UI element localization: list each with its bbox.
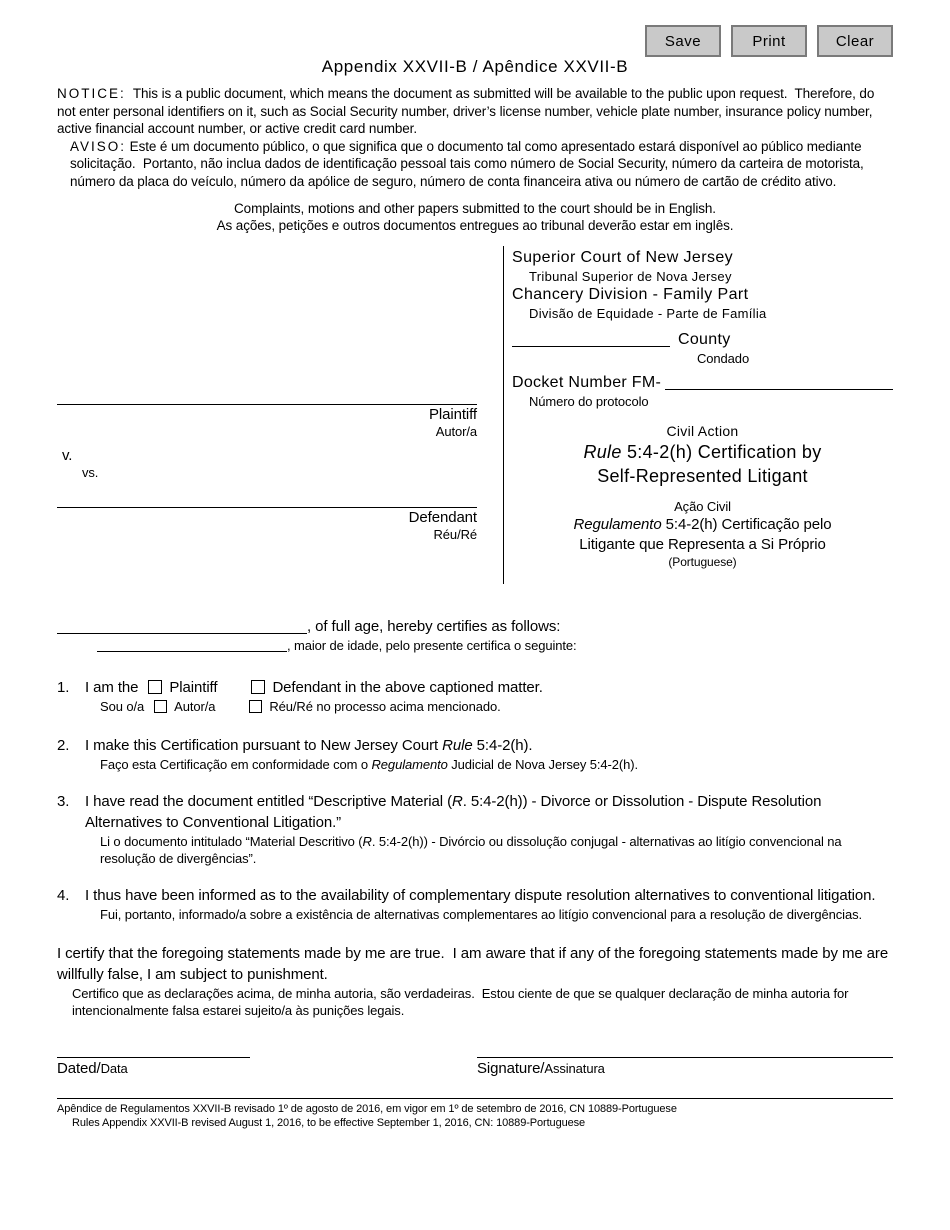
civil-action-label-en: Civil Action	[666, 423, 739, 439]
signature-block	[477, 1057, 893, 1080]
save-button[interactable]: Save	[645, 25, 721, 57]
notice-label: NOTICE:	[57, 86, 126, 101]
docket-row	[512, 373, 893, 393]
defendant-checkbox-en[interactable]	[251, 680, 265, 694]
plaintiff-checkbox-en[interactable]	[148, 680, 162, 694]
item-1-number: 1.	[57, 679, 70, 696]
action-title-block-pt	[512, 498, 893, 570]
item-2-en-post: 5:4-2(h).	[472, 737, 533, 754]
item-2	[57, 735, 893, 773]
versus-label-pt: vs.	[82, 465, 99, 480]
item-1-pt-pre: Sou o/a	[100, 699, 145, 714]
plaintiff-checkbox-pt[interactable]	[154, 700, 167, 713]
division-name-pt: Divisão de Equidade - Parte de Família	[529, 306, 767, 321]
signature-label-pt: Assinatura	[544, 1061, 605, 1076]
item-3-number: 3.	[57, 793, 70, 810]
item-2-number: 2.	[57, 737, 70, 754]
docket-number-label: Docket Number FM-	[512, 374, 662, 391]
defendant-label-pt: Réu/Ré	[433, 527, 477, 542]
form-title-pt-line1	[512, 515, 893, 535]
item-2-pt-pre: Faço esta Certificação em conformidade com o	[100, 757, 372, 772]
item-4-line-en: I thus have been informed as to the availability of complementary dispute resolution alternatives to conventional litigation.	[85, 887, 876, 904]
fullage-text-pt: , maior de idade, pelo presente certifica o seguinte:	[287, 638, 577, 653]
docket-number-field[interactable]	[665, 389, 893, 390]
form-footer	[57, 1098, 893, 1130]
item-2-en-italic: Rule	[442, 737, 473, 754]
item-3	[57, 791, 893, 867]
plaintiff-label: Plaintiff	[428, 406, 477, 423]
form-title-en-line2: Self-Represented Litigant	[597, 466, 808, 486]
item-2-pt-italic: Regulamento	[371, 757, 448, 772]
declarant-row-pt	[97, 637, 893, 655]
declarant-section	[57, 616, 893, 655]
docket-number-label-pt: Número do protocolo	[529, 394, 649, 409]
item-1-line-en	[85, 677, 893, 698]
footer-revision-en: Rules Appendix XXVII-B revised August 1, 2016, to be effective September 1, 2016, CN: 10889-Portuguese	[72, 1117, 586, 1129]
signature-section	[57, 1057, 893, 1080]
signature-label-en: Signature/	[477, 1060, 545, 1077]
dated-label-row	[57, 1058, 477, 1080]
footer-revision-pt: Apêndice de Regulamentos XXVII-B revisado 1º de agosto de 2016, em vigor em 1º de setembro de 2016, CN 10889-Portuguese	[57, 1103, 677, 1115]
item-2-line-en	[85, 735, 893, 756]
declarant-name-field[interactable]	[57, 633, 307, 634]
item-3-line-pt	[100, 833, 893, 867]
fullage-text-en: , of full age, hereby certifies as follows:	[307, 618, 561, 635]
dated-label-en: Dated/	[57, 1060, 101, 1077]
aviso-text: Este é um documento público, o que significa que o documento tal como apresentado estará disponível ao público mediante solicitação. Portanto, não inclua dados de identificação pessoal tais como número de Social Security, número da carteira de motorista, número da placa do veículo, número da apólice de seguro, número de conta financeira ativa ou número de cartão de crédito ativo.	[70, 138, 868, 189]
rule-rest: 5:4-2(h) Certification by	[621, 442, 822, 462]
item-1	[57, 677, 893, 715]
court-name-en: Superior Court of New Jersey	[512, 249, 734, 266]
county-label-pt: Condado	[697, 351, 750, 366]
signature-label-row	[477, 1058, 893, 1080]
notice-paragraph-pt	[70, 138, 893, 191]
declarant-name-field-pt[interactable]	[97, 651, 287, 652]
form-title-en-line1	[512, 440, 893, 464]
caption-court-column	[503, 246, 893, 584]
item-3-line-en	[85, 791, 893, 833]
division-name-en: Chancery Division - Family Part	[512, 286, 749, 303]
case-caption	[57, 246, 893, 584]
print-button[interactable]: Print	[731, 25, 807, 57]
toolbar	[645, 25, 893, 57]
item-4-number: 4.	[57, 887, 70, 904]
civil-action-label-pt: Ação Civil	[674, 499, 731, 514]
certification-text-en: I certify that the foregoing statements made by me are true. I am aware that if any of the foregoing statements made by me are willfully false, I am subject to punishment.	[57, 945, 893, 983]
notice-text: This is a public document, which means the document as submitted will be available to the public upon request. Therefore, do not enter personal identifiers on it, such as Social Security number, driver’s license number, vehicle plate number, insurance policy number, active financial account number, or active credit card number.	[57, 86, 878, 136]
action-title-block	[512, 422, 893, 570]
item-1-en-defendant: Defendant in the above captioned matter.	[272, 679, 543, 696]
county-row	[512, 330, 893, 350]
defendant-checkbox-pt[interactable]	[249, 700, 262, 713]
item-3-pt-pre: Li o documento intitulado “Material Descritivo (	[100, 834, 363, 849]
county-label: County	[678, 331, 731, 348]
defendant-label: Defendant	[408, 509, 477, 526]
item-3-pt-italic: R	[362, 834, 372, 849]
rule-word-italic: Rule	[583, 442, 622, 462]
court-name-pt: Tribunal Superior de Nova Jersey	[529, 269, 732, 284]
item-2-line-pt	[100, 756, 893, 773]
aviso-label: AVISO:	[70, 138, 127, 154]
item-1-en-pre: I am the	[85, 679, 139, 696]
certification-paragraph	[57, 943, 893, 1019]
versus-label: v.	[62, 447, 73, 464]
language-note: (Portuguese)	[668, 555, 737, 569]
page-title: Appendix XXVII-B / Apêndice XXVII-B	[321, 57, 629, 76]
notice-paragraph-en	[57, 85, 893, 138]
english-required-pt: As ações, petições e outros documentos entregues ao tribunal deverão estar em inglês.	[216, 218, 734, 233]
item-2-pt-post: Judicial de Nova Jersey 5:4-2(h).	[447, 757, 638, 772]
dated-block	[57, 1057, 477, 1080]
item-1-en-plaintiff: Plaintiff	[169, 679, 218, 696]
item-3-en-pre: I have read the document entitled “Descriptive Material (	[85, 793, 452, 810]
item-3-pt-post: . 5:4-2(h)) - Divórcio ou dissolução conjugal - alternativas ao litígio convencional na resolução de divergências”.	[100, 834, 842, 866]
declarant-row-en	[57, 616, 893, 637]
item-4-line-pt: Fui, portanto, informado/a sobre a existência de alternativas complementares ao litígio convencional para a resolução de divergências.	[100, 907, 862, 922]
item-3-en-italic: R	[451, 793, 463, 810]
regulamento-word-italic: Regulamento	[573, 516, 662, 533]
clear-button[interactable]: Clear	[817, 25, 893, 57]
item-1-pt-defendant: Réu/Ré no processo acima mencionado.	[269, 699, 501, 714]
item-4	[57, 885, 893, 923]
plaintiff-label-pt: Autor/a	[435, 424, 477, 439]
item-3-en-post: . 5:4-2(h)) - Divorce or Dissolution - Dispute Resolution Alternatives to Conventional Litigation.”	[85, 793, 822, 831]
regulamento-rest: 5:4-2(h) Certificação pelo	[661, 516, 832, 533]
dated-label-pt: Data	[100, 1061, 128, 1076]
item-1-line-pt	[100, 698, 893, 715]
english-required-note	[57, 200, 893, 234]
caption-parties-column	[57, 246, 503, 584]
county-field[interactable]	[512, 346, 670, 347]
item-1-pt-plaintiff: Autor/a	[174, 699, 216, 714]
english-required-en: Complaints, motions and other papers submitted to the court should be in English.	[234, 201, 716, 216]
form-title-pt-line2: Litigante que Representa a Si Próprio	[579, 536, 826, 553]
certification-text-pt: Certifico que as declarações acima, de minha autoria, são verdadeiras. Estou ciente de que se qualquer declaração de minha autoria for intencionalmente falsa estarei sujeito/a às punições legais.	[72, 986, 852, 1018]
item-2-en-pre: I make this Certification pursuant to New Jersey Court	[85, 737, 443, 754]
